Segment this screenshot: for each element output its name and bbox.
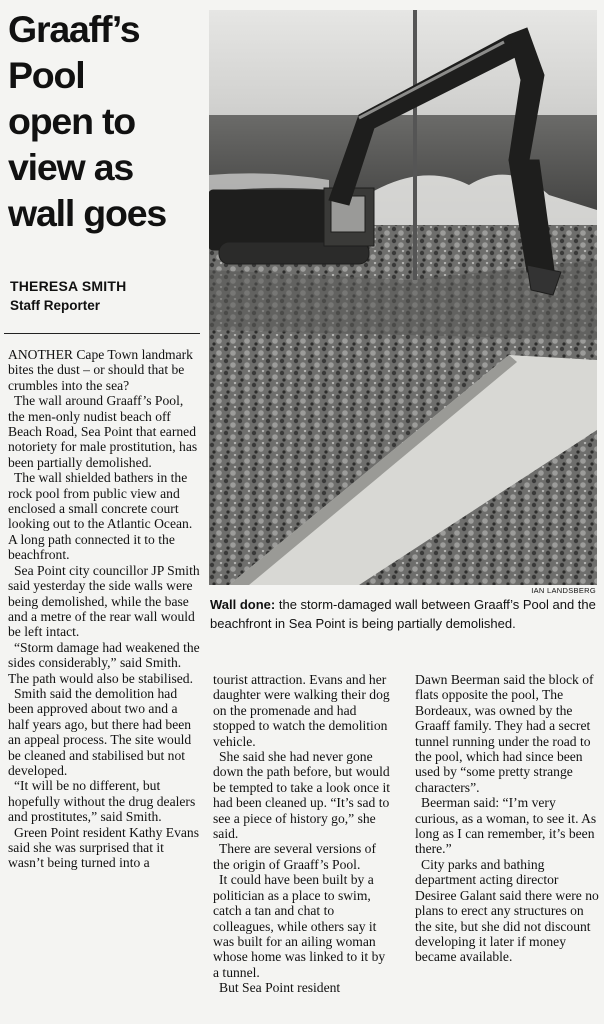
- article-paragraph: But Sea Point resident: [219, 980, 341, 996]
- article-paragraph: Sea Point city councillor JP Smith said yesterday the side walls were being demolished, while the base and a metre of the rear wall would be left intact.: [8, 562, 200, 640]
- news-photo: [209, 10, 597, 585]
- article-paragraph: Beerman said: “I’m very curious, as a woman, to see it. As long as I can remember, it’s been there.”: [415, 795, 597, 857]
- article-paragraph: “It will be no different, but hopefully without the drug dealers and prostitutes,” said Smith.: [8, 778, 196, 825]
- caption-text: the storm-damaged wall between Graaff’s Pool and the beachfront in Sea Point is being partially demolished.: [210, 597, 596, 631]
- article-paragraph: tourist attraction. Evans and her daughter were walking their dog on the promenade and had stopped to watch the demolition vehicle.: [213, 672, 390, 749]
- article-paragraph: City parks and bathing department acting director Desiree Galant said there were no plans to erect any structures on the site, but she did not discount developing it later if money became available.: [415, 856, 599, 965]
- headline-line: Pool: [8, 54, 85, 96]
- headline-line: view as: [8, 146, 134, 188]
- byline-role: Staff Reporter: [10, 298, 101, 313]
- article-paragraph: There are several versions of the origin of Graaff’s Pool.: [213, 841, 377, 872]
- article-paragraph: It could have been built by a politician as a place to swim, catch a tan and chat to colleagues, while others say it was built for an ailing woman whose home was linked to it by a tunnel.: [213, 872, 386, 980]
- headline-line: wall goes: [8, 192, 167, 234]
- excavator-photo-illustration: [209, 10, 597, 585]
- article-paragraph: Smith said the demolition had been approved about two and a half years ago, but there had been an appeal process. The site would be cleaned and stabilised but not developed.: [8, 685, 192, 778]
- headline: [8, 6, 203, 236]
- article-column-3: [415, 672, 599, 965]
- byline-divider: [4, 333, 200, 334]
- article-paragraph: She said she had never gone down the path before, but would be tempted to take a look once it had been cleaned up. “It’s sad to see a piece of history go,” she said.: [213, 749, 391, 842]
- headline-line: open to: [8, 100, 135, 142]
- article-paragraph: ANOTHER Cape Town landmark bites the dust – or should that be crumbles into the sea?: [8, 347, 193, 393]
- article-column-2: [213, 672, 393, 996]
- article-paragraph: The wall around Graaff’s Pool, the men-only nudist beach off Beach Road, Sea Point that earned notoriety for male prostitution, has been partially demolished.: [8, 393, 198, 470]
- article-paragraph: “Storm damage had weakened the sides considerably,” said Smith. The path would also be stabilised.: [8, 639, 200, 686]
- photo-credit: IAN LANDSBERG: [531, 586, 596, 595]
- byline-author: THERESA SMITH: [10, 278, 127, 294]
- caption-lead: Wall done:: [210, 597, 276, 612]
- photo-caption: [210, 595, 600, 633]
- article-paragraph: Green Point resident Kathy Evans said she was surprised that it wasn’t being turned into a: [8, 824, 199, 871]
- article-column-1: [8, 347, 200, 871]
- article-paragraph: Dawn Beerman said the block of flats opposite the pool, The Bordeaux, was owned by the Graaff family. They had a secret tunnel running under the road to the pool, which had since been used by “some pretty strange characters”.: [415, 672, 594, 795]
- headline-line: Graaff’s: [8, 8, 140, 50]
- article-paragraph: The wall shielded bathers in the rock pool from public view and enclosed a small concrete court looking out to the Atlantic Ocean. A long path connected it to the beachfront.: [8, 470, 193, 563]
- byline: [10, 278, 200, 313]
